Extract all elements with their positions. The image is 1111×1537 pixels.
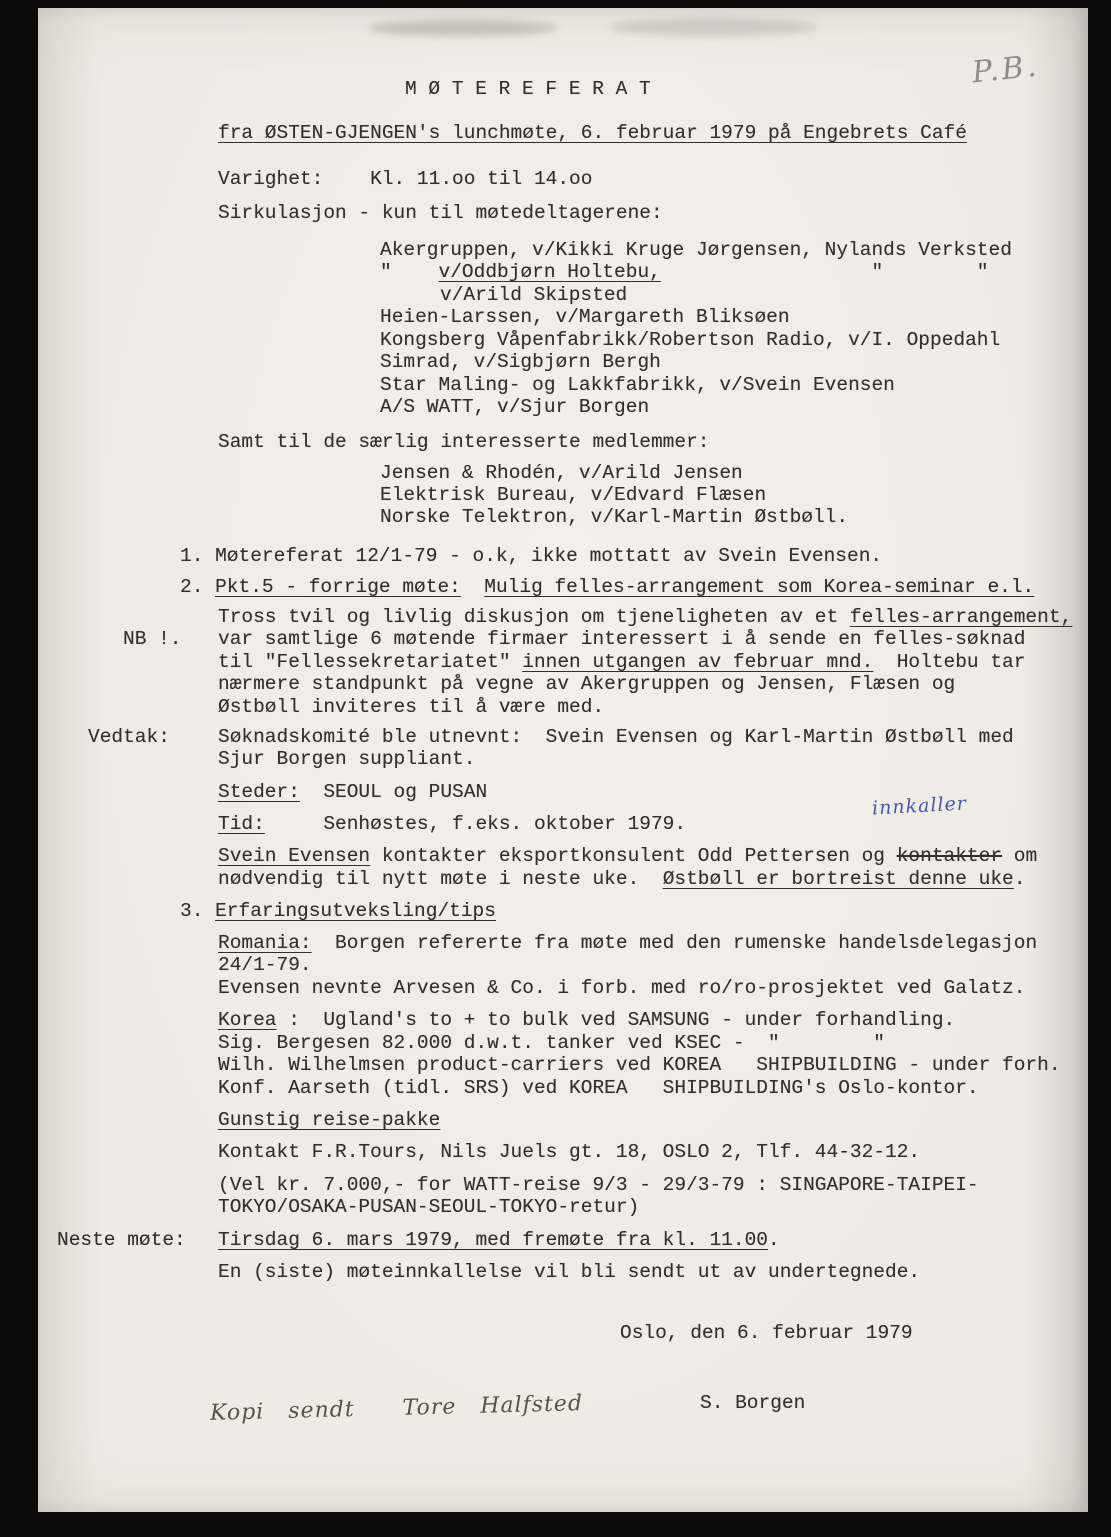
text-line (218, 726, 1014, 748)
text-line (380, 462, 743, 484)
underlined-text: innen utgangen av februar mnd. (522, 651, 874, 673)
text-line (380, 306, 790, 328)
text-segment (461, 576, 484, 598)
underlined-text: v/Oddbjørn Holtebu, (438, 261, 661, 283)
text-segment: 2. (180, 576, 216, 598)
text-line (218, 1109, 440, 1131)
text-segment: S. Borgen (700, 1392, 806, 1414)
text-segment: Sirkulasjon - kun til møtedeltagerene: (218, 202, 663, 224)
text-line (218, 122, 967, 144)
text-line (218, 781, 487, 803)
text-segment: Borgen refererte fra møte med den rumenske handelsdelegasjon (311, 932, 1038, 954)
text-segment: Vedtak: (88, 726, 170, 748)
underlined-text: Steder: (218, 781, 300, 803)
text-segment: Akergruppen, v/Kikki Kruge Jørgensen, Nylands Verksted (380, 239, 1012, 261)
text-line (218, 431, 709, 453)
text-segment: En (siste) møteinnkallelse vil bli sendt ut av undertegnede. (218, 1261, 921, 1283)
text-line (380, 351, 661, 373)
text-segment: M Ø T E R E F E R A T (405, 78, 651, 100)
text-segment: Holtebu tar (873, 651, 1026, 673)
text-line (380, 374, 895, 396)
text-line (405, 78, 651, 100)
text-line (218, 1174, 979, 1196)
underlined-text: Romania: (218, 932, 312, 954)
text-segment: Senhøstes, f.eks. oktober 1979. (264, 813, 687, 835)
text-segment: . (1013, 868, 1026, 890)
text-segment: : Ugland's to + to bulk ved SAMSUNG - under forhandling. (276, 1009, 956, 1031)
text-line (380, 396, 649, 418)
text-segment: Simrad, v/Sigbjørn Bergh (380, 351, 661, 373)
text-segment: Evensen nevnte Arvesen & Co. i forb. med ro/ro-prosjektet ved Galatz. (218, 977, 1026, 999)
text-line (380, 239, 1012, 261)
text-segment: " (380, 261, 439, 283)
text-line (440, 284, 627, 306)
text-line (88, 726, 170, 748)
text-segment: kontakter eksportkonsulent Odd Pettersen og (370, 845, 897, 867)
text-segment: Neste møte: (57, 1229, 186, 1251)
text-line (218, 696, 604, 718)
text-line (218, 1141, 920, 1163)
text-segment: Kongsberg Våpenfabrikk/Robertson Radio, v/I. Oppedahl (380, 329, 1001, 351)
text-segment: nærmere standpunkt på vegne av Akergruppen og Jensen, Flæsen og (218, 673, 956, 695)
underlined-text: Mulig felles-arrangement som Korea-seminar e.l. (484, 576, 1035, 598)
text-segment: Tross tvil og livlig diskusjon om tjeneligheten av et (218, 606, 850, 628)
text-segment: 3. (180, 900, 216, 922)
underlined-text: Svein Evensen (218, 845, 371, 867)
text-segment: til "Fellessekretariatet" (218, 651, 523, 673)
text-line (180, 576, 1034, 598)
underlined-text: Østbøll er bortreist denne uke (662, 868, 1014, 890)
text-line (218, 168, 592, 190)
text-line (218, 651, 1025, 673)
underlined-text: Korea (218, 1009, 277, 1031)
text-segment: TOKYO/OSAKA-PUSAN-SEOUL-TOKYO-retur) (218, 1196, 640, 1218)
text-line (620, 1322, 913, 1344)
text-segment: Sjur Borgen suppliant. (218, 748, 476, 770)
text-line (218, 932, 1037, 954)
text-line (380, 484, 766, 506)
text-line (218, 1054, 1061, 1076)
text-segment: Norske Telektron, v/Karl-Martin Østbøll. (380, 506, 849, 528)
text-line (218, 954, 312, 976)
underlined-text: Gunstig reise-pakke (218, 1109, 441, 1131)
text-line (218, 813, 686, 835)
text-segment: Jensen & Rhodén, v/Arild Jensen (380, 462, 743, 484)
text-segment: nødvendig til nytt møte i neste uke. (218, 868, 663, 890)
text-line (218, 1032, 885, 1054)
text-line (218, 1261, 920, 1283)
handwritten-correction: innkaller (871, 792, 968, 820)
underlined-text: Pkt.5 - forrige møte: (215, 576, 461, 598)
text-line (180, 900, 496, 922)
text-line (180, 545, 882, 567)
text-segment: Heien-Larssen, v/Margareth Bliksøen (380, 306, 790, 328)
text-line (123, 628, 182, 650)
text-segment: Samt til de særlig interesserte medlemmer: (218, 431, 710, 453)
underlined-text: Tid: (218, 813, 265, 835)
text-segment: NB !. (123, 628, 182, 650)
text-line (218, 628, 1025, 650)
text-line (218, 868, 1025, 890)
text-line (218, 673, 955, 695)
text-segment: Kontakt F.R.Tours, Nils Juels gt. 18, OSLO 2, Tlf. 44-32-12. (218, 1141, 921, 1163)
text-segment: A/S WATT, v/Sjur Borgen (380, 396, 650, 418)
text-segment: (Vel kr. 7.000,- for WATT-reise 9/3 - 29/3-79 : SINGAPORE-TAIPEI- (218, 1174, 979, 1196)
text-line (218, 1077, 979, 1099)
text-segment: Oslo, den 6. februar 1979 (620, 1322, 913, 1344)
text-segment: Elektrisk Bureau, v/Edvard Flæsen (380, 484, 767, 506)
text-line (218, 977, 1025, 999)
text-segment: 1. Møtereferat 12/1-79 - o.k, ikke mottatt av Svein Evensen. (180, 545, 883, 567)
text-line (218, 845, 1037, 867)
text-segment: SEOUL og PUSAN (299, 781, 488, 803)
text-segment: Star Maling- og Lakkfabrikk, v/Svein Evensen (380, 374, 895, 396)
text-line (380, 506, 848, 528)
underlined-text: felles-arrangement, (849, 606, 1073, 628)
text-segment: . (768, 1229, 780, 1251)
underlined-text: Tirsdag 6. mars 1979, med fremøte fra kl. 11.00 (218, 1229, 768, 1251)
struck-text: kontakter (896, 845, 1003, 867)
text-line (380, 329, 1000, 351)
text-segment: Wilh. Wilhelmsen product-carriers ved KOREA SHIPBUILDING - under forh. (218, 1054, 1061, 1076)
underlined-text: fra ØSTEN-GJENGEN's lunchmøte, 6. februar 1979 på Engebrets Café (218, 122, 967, 144)
text-line (57, 1229, 186, 1251)
text-segment: var samtlige 6 møtende firmaer interessert i å sende en felles-søknad (218, 628, 1026, 650)
text-line (218, 1229, 780, 1251)
text-segment: Konf. Aarseth (tidl. SRS) ved KOREA SHIPBUILDING's Oslo-kontor. (218, 1077, 979, 1099)
text-segment: 24/1-79. (218, 954, 312, 976)
text-segment: Sig. Bergesen 82.000 d.w.t. tanker ved KSEC - " " (218, 1032, 886, 1054)
text-line (218, 1009, 955, 1031)
text-segment: Søknadskomité ble utnevnt: Svein Evensen og Karl-Martin Østbøll med (218, 726, 1014, 748)
text-line (218, 606, 1072, 628)
text-segment: " " (660, 261, 989, 283)
text-line (700, 1392, 805, 1414)
text-segment: om (1002, 845, 1038, 867)
text-segment: v/Arild Skipsted (440, 284, 628, 306)
underlined-text: Erfaringsutveksling/tips (215, 900, 496, 922)
text-line (218, 1196, 639, 1218)
text-line (218, 748, 475, 770)
text-line (218, 202, 663, 224)
text-segment: Østbøll inviteres til å være med. (218, 696, 605, 718)
text-line (380, 261, 989, 283)
handwritten-note: Kopi sendt Tore Halfsted (209, 1391, 584, 1426)
text-segment: Varighet: Kl. 11.oo til 14.oo (218, 168, 593, 190)
handwritten-initials: P.B. (970, 48, 1041, 91)
